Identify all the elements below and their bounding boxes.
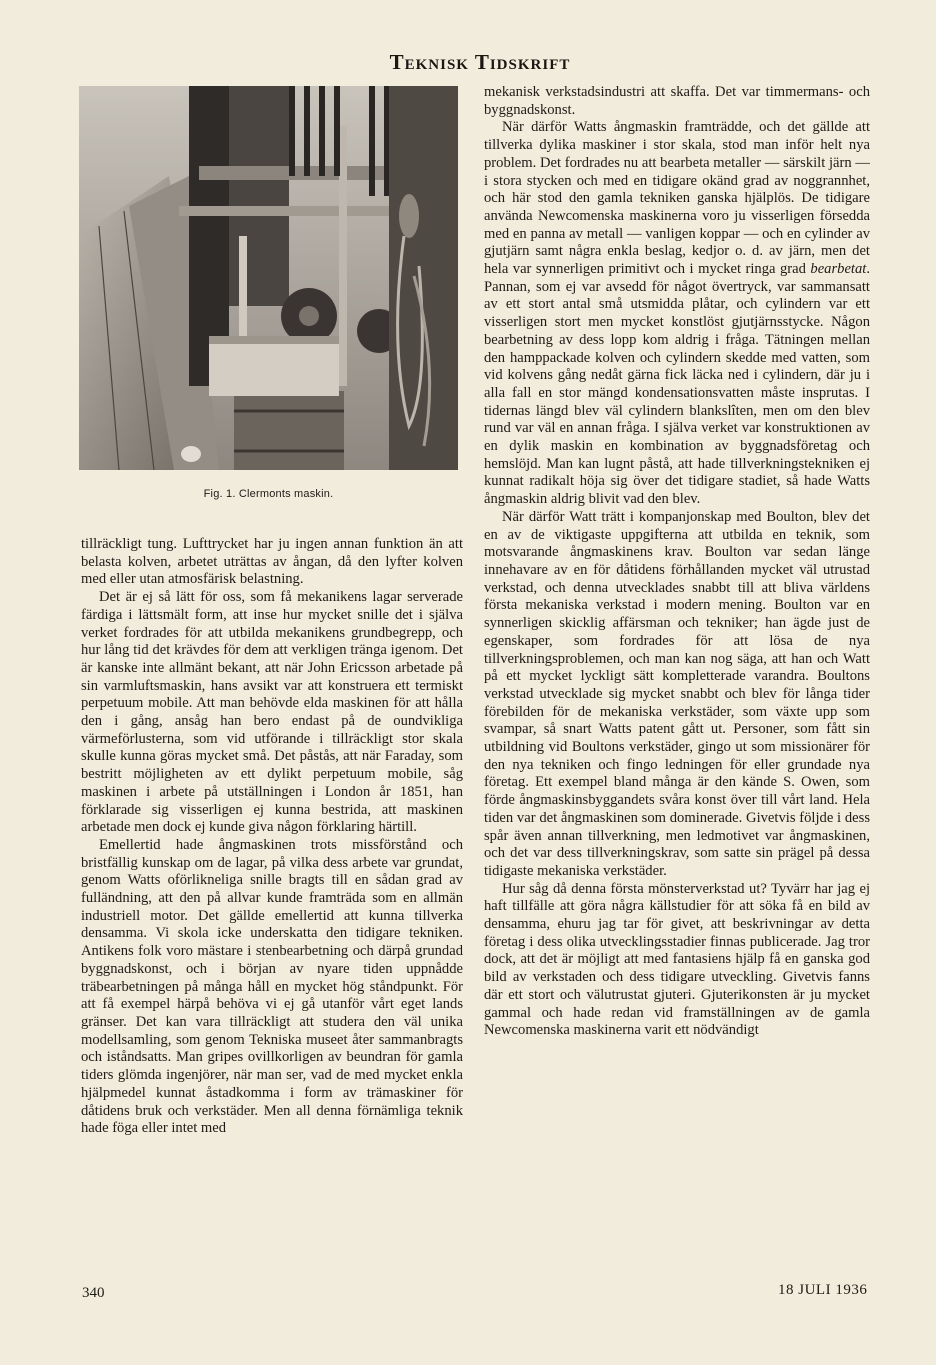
paragraph: tillräckligt tung. Lufttrycket har ju ingen annan funktion än att belasta kolven, arbetet uträttas av ångan, då den lyfter kolven med eller utan atmosfärisk belastning. xyxy=(81,536,463,588)
issue-date: 18 JULI 1936 xyxy=(778,1282,868,1298)
paragraph: Hur såg då denna första mönsterverkstad ut? Tyvärr har jag ej haft tillfälle att göra några källstudier för att söka få en bild av densamma, ehuru jag tar för givet, att beskrivningar av detta företag i dess olika utvecklingsstadier finnas publicerade. Jag tror dock, att det är möjligt att med fantasiens hjälp få en ganska god bild av verkstaden och dess tidigare utveckling. Givetvis fanns där ett stort och välutrustat gjuteri. Gjuterikonsten är ju mycket gammal och hade redan vid framställningen av de gamla Newcomenska maskinerna varit ett nödvändigt xyxy=(484,880,870,1039)
page-header: Teknisk Tidskrift xyxy=(389,50,571,74)
steam-engine-photo xyxy=(79,86,458,470)
page-number: 340 xyxy=(82,1285,105,1301)
text-column-right xyxy=(484,84,870,1280)
figure-photo xyxy=(79,86,458,470)
text-column-left xyxy=(81,536,463,1276)
paragraph xyxy=(484,119,870,508)
paragraph-text: När därför Watts ångmaskin framträdde, och det gällde att tillverka dylika maskiner i stor skala, stod man inför helt nya problem. Det fordrades nu att bearbeta metaller — särskilt järn — i stora stycken och med en tidigare okänd grad av noggrannhet, och här stod den gamla tekniken ganska hjälplös. De tidigare använda Newcomenska maskinerna voro ju visserligen försedda med en panna av metall — vanligen koppar — och en cylinder av gjutjärn samt några enkla beslag, kedjor o. d. av järn, men det hela var synnerligen primitivt och i mycket ringa grad xyxy=(484,119,870,278)
paragraph: Emellertid hade ångmaskinen trots missförstånd och bristfällig kunskap om de lagar, på vilka dess arbete var grundat, genom Watts oförlikneliga snille bragts till en sådan grad av fulländning, att den på allvar kunde framträda som en allmän industriell motor. Det gällde emellertid att kunna tillverka densamma. Vi skola icke underskatta den tidigare tekniken. Antikens folk voro mästare i stenbearbetning och därpå grundad byggnadskonst, och i början av nyare tiden uppnådde träbearbetningen på många håll en mycket hög ståndpunkt. För att få exempel härpå behöva vi ej gå utanför vårt eget lands gränser. Det kan vara tillräckligt att studera den väl unika modellsamling, som genom Tekniska museet åter sammanbragts och iståndsatts. Man gripes ovillkorligen av beundran för gamla tiders glömda ingenjörer, när man ser, vad de med mycket enkla hjälpmedel kunnat åstadkomma i form av trämaskiner för dåtidens bruk och verkstäder. Men all denna förnämliga teknik hade föga eller intet med xyxy=(81,836,463,1137)
paragraph: Det är ej så lätt för oss, som få mekanikens lagar serverade färdiga i lättsmält form, att inse hur mycket snille det i själva verket fordrades för att utbilda mekanikens grundbegrepp, och hur lång tid det krävdes för dem att verkligen tränga igenom. Det är kanske inte allmänt bekant, att när John Ericsson arbetade på sin varmluftsmaskin, hans avsikt var att konstruera ett termiskt perpetuum mobile. Att man behövde elda maskinen för att hålla den i gång, ansåg han bero endast på de oundvikliga värmeförlusterna, som vid utförande i tillräckligt stor skala skulle kunna göras mycket små. Det påstås, att när Faraday, som bestritt möjligheten av ett dylikt perpetuum mobile, såg maskinen i arbete på utställningen i London år 1851, han förklarade sig visserligen ej kunna bestrida, att maskinen arbetade men dock ej kunde giva någon förklaring härtill. xyxy=(81,589,463,836)
paragraph: När därför Watt trätt i kompanjonskap med Boulton, blev det en av de viktigaste uppgifterna att utbilda en teknik, som motsvarande ångmaskinens krav. Boulton var sedan länge innehavare av en för dåtidens förhållanden mycket väl utrustad verkstad, och denna utvecklades snabbt till att bliva världens första mekaniska verkstad i modern mening. Boulton var en synnerligen skicklig affärsman och tekniker; han ägde just de egenskaper, som fordrades för att lösa de nya tillverkningsproblemen, och man kan nog säga, att han och Watt på ett mycket lyckligt sätt kompletterade varandra. Boultons verkstad utvecklade sig mycket snabbt och blev för långa tider förebilden för de mekaniska verkstäder, som växte upp som svampar, så snart Watts patent gått ut. Personer, som fått sin utbildning vid Boultons verkstäder, gingo ut som missionärer för den nya tekniken och fingo ledningen för eller grundade nya företag. Ett exempel bland många är den kände S. Owen, som förde ångmaskinsbyggandets svåra konst över till vårt land. Hela tiden var det ångmaskinen som dominerade. Givetvis följde i dess spår även annan tillverkning, men ledmotivet var ångmaskinen, och det var dess tillverkningskrav, som satte sin prägel på dessa tidigaste mekaniska verkstäder. xyxy=(484,508,870,879)
figure-caption: Fig. 1. Clermonts maskin. xyxy=(203,488,334,500)
paragraph-text: . Pannan, som ej var avsedd för något övertryck, var sammansatt av ett stort antal små utsmidda plåtar, och cylindern var ett visserligen stort men mycket konstlöst gjutjärnsstycke. Någon bearbetning av dess lopp kom aldrig i fråga. Tätningen mellan den hamppackade kolven och cylindern skedde med vatten, som vid kolvens gång nedåt gärna fick läcka ned i cylindern, där ju i alla fall en stor mängd kondensationsvatten måste insprutas. I tidernas längd blev väl cylindern blankslîten, men om den blev rund var väl en annan fråga. I själva verket var konstruktionen av en dylik maskin en kombination av byggnadsföretag och hemslöjd. Man kan lugnt påstå, att hade tillverkningstekniken ej kunnat radikalt höja sig över det tidigare stadiet, så hade Watts ångmaskin aldrig blivit vad den blev. xyxy=(484,261,870,508)
emphasis-text: bearbetat xyxy=(810,261,867,278)
paragraph: mekanisk verkstadsindustri att skaffa. Det var timmermans- och byggnadskonst. xyxy=(484,84,870,118)
